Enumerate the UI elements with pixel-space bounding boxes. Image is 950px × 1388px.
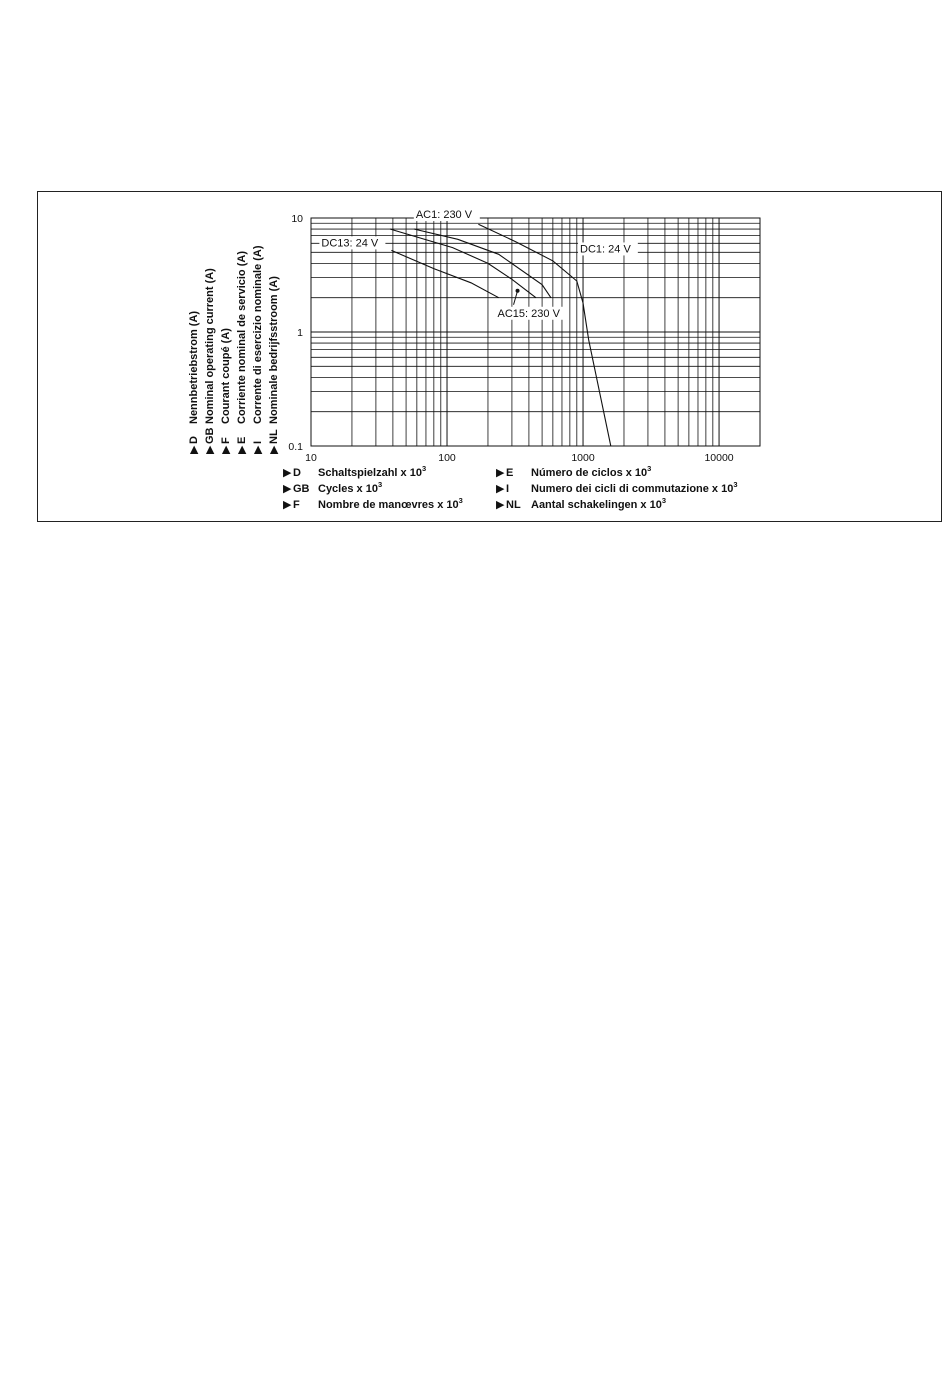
superscript: 3 bbox=[733, 480, 738, 489]
x-tick-label: 1000 bbox=[571, 452, 595, 464]
y-axis-label-text: Courant coupé (A) bbox=[220, 328, 232, 424]
life-curve-chart bbox=[38, 192, 943, 523]
y-tick-label: 0.1 bbox=[288, 441, 303, 453]
y-axis-label-nl bbox=[268, 276, 280, 454]
tick-labels bbox=[288, 213, 733, 464]
y-axis-label-e bbox=[236, 251, 248, 454]
x-axis-label-text: Cycles x $10^3$ bbox=[318, 480, 383, 495]
x-axis-label-f bbox=[283, 496, 463, 511]
x-axis-label-nl bbox=[496, 496, 666, 511]
y-axis-label-d bbox=[188, 311, 200, 454]
triangle-icon: ▶ bbox=[496, 499, 505, 511]
x-axis-lang-code: D bbox=[293, 467, 301, 479]
x-axis-label-i bbox=[496, 480, 738, 495]
x-axis-lang-code: I bbox=[506, 483, 510, 495]
y-axis-lang-code: E bbox=[236, 436, 248, 444]
y-axis-label-text: Nominal operating current (A) bbox=[204, 268, 216, 424]
x-axis-lang-code: GB bbox=[293, 483, 310, 495]
x-tick-label: 10000 bbox=[704, 452, 734, 464]
triangle-icon: ▶ bbox=[496, 483, 505, 495]
y-axis-label-text: Corriente nominal de servicio (A) bbox=[236, 251, 248, 424]
superscript: 3 bbox=[421, 464, 427, 473]
y-axis-label-text: Nominale bedrijfsstroom (A) bbox=[268, 276, 280, 424]
y-axis-label-gb bbox=[204, 268, 216, 454]
triangle-icon: ▶ bbox=[252, 445, 264, 454]
superscript: 3 bbox=[458, 496, 463, 505]
x-axis-lang-code: E bbox=[506, 467, 514, 479]
y-tick-label: 10 bbox=[291, 213, 303, 225]
y-tick-label: 1 bbox=[297, 327, 303, 339]
triangle-icon: ▶ bbox=[283, 499, 292, 511]
superscript: 3 bbox=[661, 496, 667, 505]
triangle-icon: ▶ bbox=[236, 445, 248, 454]
x-axis-label-e bbox=[496, 464, 651, 479]
curves bbox=[390, 224, 611, 446]
series-line bbox=[478, 224, 610, 446]
annotation-label: AC1: 230 V bbox=[415, 209, 473, 222]
x-axis-label-text: Numero dei cicli di commutazione x $10^3$ bbox=[531, 480, 738, 495]
y-axis-lang-code: NL bbox=[268, 429, 280, 444]
x-axis-label-text: Nombre de manœvres x $10^3$ bbox=[318, 496, 463, 511]
y-axis-label-i bbox=[252, 245, 264, 454]
annotation-label: DC1: 24 V bbox=[580, 243, 631, 256]
x-axis-labels bbox=[283, 464, 738, 511]
x-tick-label: 100 bbox=[438, 452, 456, 464]
y-axis-lang-code: F bbox=[220, 437, 232, 444]
chart-frame bbox=[37, 191, 942, 522]
y-axis-label-text: Corrente di esercizio nominale (A) bbox=[252, 245, 264, 424]
triangle-icon: ▶ bbox=[220, 445, 232, 454]
y-axis-label-f bbox=[220, 328, 232, 454]
x-axis-label-gb bbox=[283, 480, 382, 495]
triangle-icon: ▶ bbox=[204, 445, 216, 454]
annotation-label: AC15: 230 V bbox=[497, 307, 560, 320]
triangle-icon: ▶ bbox=[188, 445, 200, 454]
triangle-icon: ▶ bbox=[283, 467, 292, 479]
superscript: 3 bbox=[647, 464, 652, 473]
triangle-icon: ▶ bbox=[268, 445, 280, 454]
x-tick-label: 10 bbox=[305, 452, 317, 464]
superscript: 3 bbox=[377, 480, 383, 489]
x-axis-label-text: Schaltspielzahl x $10^3$ bbox=[318, 464, 427, 479]
triangle-icon: ▶ bbox=[283, 483, 292, 495]
x-axis-label-d bbox=[283, 464, 426, 479]
triangle-icon: ▶ bbox=[496, 467, 505, 479]
annotation-label: DC13: 24 V bbox=[321, 237, 379, 250]
series-line bbox=[391, 250, 498, 297]
y-axis-label-text: Nennbetriebstrom (A) bbox=[188, 310, 200, 424]
y-axis-labels bbox=[188, 245, 280, 454]
y-axis-lang-code: D bbox=[188, 436, 200, 444]
x-axis-lang-code: F bbox=[293, 499, 300, 511]
x-axis-label-text: Aantal schakelingen x $10^3$ bbox=[531, 496, 667, 511]
x-axis-lang-code: NL bbox=[506, 499, 521, 511]
x-axis-label-text: Número de ciclos x $10^3$ bbox=[531, 464, 652, 479]
y-axis-lang-code: I bbox=[252, 440, 264, 444]
y-axis-lang-code: GB bbox=[204, 427, 216, 444]
